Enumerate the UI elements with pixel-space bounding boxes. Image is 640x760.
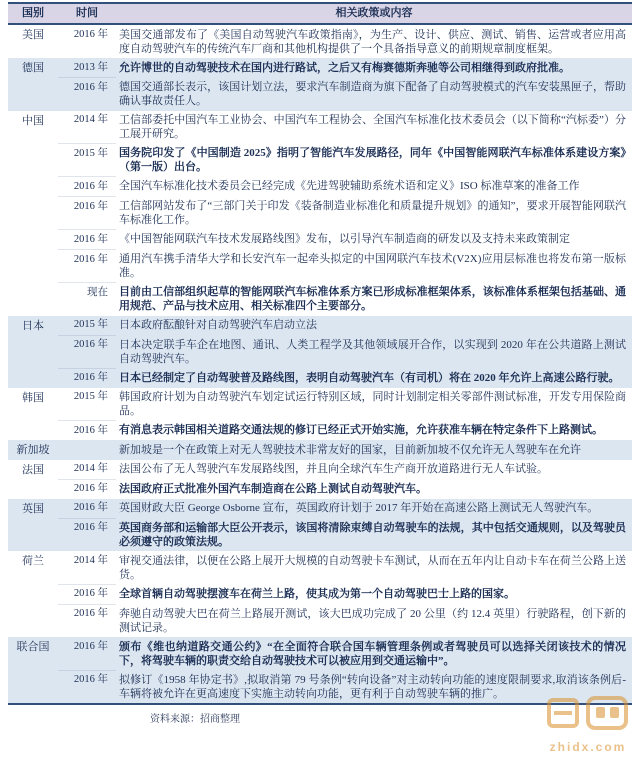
year-cell: 2016 年: [58, 24, 116, 58]
table-header-row: [8, 3, 632, 24]
year-cell: 2016 年: [58, 670, 116, 704]
policy-row: [8, 78, 632, 111]
policy-row: [8, 58, 632, 78]
year-cell: 2016 年: [58, 368, 116, 388]
policy-row: [8, 111, 632, 144]
policy-cell: 法国公布了无人驾驶汽车发展路线图，并且向全球汽车生产商开放道路进行无人车试验。: [116, 460, 632, 480]
policy-row: [8, 499, 632, 519]
policy-row: [8, 584, 632, 604]
policy-cell: 全球首辆自动驾驶摆渡车在荷兰上路，使其成为第一个自动驾驶巴士上路的国家。: [116, 584, 632, 604]
year-cell: 2016 年: [58, 78, 116, 111]
policy-cell: 英国财政大臣 George Osborne 宣布，英国政府计划于 2017 年开始在高速公路上测试无人驾驶汽车。: [116, 499, 632, 519]
year-cell: 2015 年: [58, 144, 116, 177]
policy-row: [8, 368, 632, 388]
policy-row: [8, 250, 632, 283]
country-cell: 联合国: [8, 637, 58, 704]
year-cell: 2014 年: [58, 111, 116, 144]
year-cell: 2015 年: [58, 316, 116, 336]
policy-cell: 颁布《维也纳道路交通公约》“在全面符合联合国车辆管理条例或者驾驶员可以选择关闭该技术的情况下，将驾驶车辆的职责交给自动驾驶技术可以被应用到交通运输中”。: [116, 637, 632, 670]
policy-row: [8, 637, 632, 670]
policy-table: [8, 2, 632, 705]
policy-row: [8, 230, 632, 250]
year-cell: [58, 440, 116, 460]
country-cell: 韩国: [8, 388, 58, 441]
policy-row: [8, 24, 632, 58]
policy-cell: 韩国政府计划为自动驾驶汽车划定试运行特别区域，同时计划制定相关零部件测试标准，开发专用保险商品。: [116, 388, 632, 421]
table-footer: [8, 710, 632, 725]
policy-row: [8, 551, 632, 584]
policy-cell: 新加坡是一个在政策上对无人驾驶技术非常友好的国家，目前新加坡不仅允许无人驾驶车在允许: [116, 440, 632, 460]
policy-cell: 目前由工信部组织起草的智能网联汽车标准体系方案已形成标准框架体系，该标准体系框架包括基础、通用规范、产品与技术应用、相关标准四个主要部分。: [116, 283, 632, 316]
year-cell: 2016 年: [58, 604, 116, 637]
country-cell: 中国: [8, 111, 58, 316]
country-cell: 英国: [8, 499, 58, 552]
year-cell: 2016 年: [58, 177, 116, 197]
policy-cell: 奔驰自动驾驶大巴在荷兰上路展开测试，该大巴成功完成了 20 公里（约 12.4 英里）行驶路程，创下新的测试记录。: [116, 604, 632, 637]
country-cell: 荷兰: [8, 551, 58, 637]
policy-row: [8, 421, 632, 441]
year-cell: 2016 年: [58, 197, 116, 230]
year-cell: 2016 年: [58, 479, 116, 499]
policy-row: [8, 283, 632, 316]
policy-row: [8, 518, 632, 551]
policy-row: [8, 197, 632, 230]
policy-row: [8, 144, 632, 177]
policy-cell: 全国汽车标准化技术委员会已经完成《先进驾驶辅助系统术语和定义》ISO 标准草案的准备工作: [116, 177, 632, 197]
policy-row: [8, 604, 632, 637]
policy-row: [8, 479, 632, 499]
country-cell: 美国: [8, 24, 58, 58]
year-cell: 2013 年: [58, 58, 116, 78]
policy-cell: 英国商务部和运输部大臣公开表示，该国将清除束缚自动驾驶车的法规，其中包括交通规则，以及驾驶员必须遵守的政策法规。: [116, 518, 632, 551]
col-header-policy: 相关政策或内容: [116, 3, 632, 24]
year-cell: 2015 年: [58, 388, 116, 421]
policy-cell: 国务院印发了《中国制造 2025》指明了智能汽车发展路径，同年《中国智能网联汽车标准体系建设方案》（第一版）出台。: [116, 144, 632, 177]
year-cell: 2016 年: [58, 230, 116, 250]
policy-row: [8, 460, 632, 480]
year-cell: 2016 年: [58, 584, 116, 604]
year-cell: 2014 年: [58, 460, 116, 480]
policy-cell: 工信部委托中国汽车工业协会、中国汽车工程协会、全国汽车标准化技术委员会（以下简称“汽标委”）分工展开研究。: [116, 111, 632, 144]
year-cell: 2016 年: [58, 421, 116, 441]
policy-cell: 日本决定联手车企在地图、通讯、人类工程学及其他领域展开合作，以实现到 2020 年在公共道路上测试自动驾驶汽车。: [116, 335, 632, 368]
col-header-country: 国别: [8, 3, 58, 24]
year-cell: 2016 年: [58, 335, 116, 368]
year-cell: 现在: [58, 283, 116, 316]
policy-row: [8, 440, 632, 460]
policy-cell: 《中国智能网联汽车技术发展路线图》发布，以引导汽车制造商的研发以及支持未来政策制定: [116, 230, 632, 250]
policy-cell: 拟修订《1958 年协定书》,拟取消第 79 号条例“转向设备”对主动转向功能的速度限制要求,取消该条例后-车辆将被允许在更高速度下实施主动转向功能，更有利于自动驾驶车辆的推广。: [116, 670, 632, 704]
country-cell: 法国: [8, 460, 58, 499]
col-header-time: 时间: [58, 3, 116, 24]
year-cell: 2016 年: [58, 637, 116, 670]
policy-cell: 德国交通部长表示，该国计划立法，要求汽车制造商为旗下配备了自动驾驶模式的汽车安装黑匣子，帮助确认事故责任人。: [116, 78, 632, 111]
policy-cell: 通用汽车携手清华大学和长安汽车一起牵头拟定的中国网联汽车技术(V2X)应用层标准也将发布第一版标准。: [116, 250, 632, 283]
policy-cell: 美国交通部发布了《美国自动驾驶汽车政策指南》，为生产、设计、供应、测试、销售、运营或者应用高度自动驾驶汽车的传统汽车厂商和其他机构提供了一个具备指导意义的前期规章制度框架。: [116, 24, 632, 58]
policy-row: [8, 316, 632, 336]
policy-cell: 日本政府酝酿针对自动驾驶汽车启动立法: [116, 316, 632, 336]
policy-row: [8, 388, 632, 421]
policy-cell: 审视交通法律，以便在公路上展开大规模的自动驾驶卡车测试，从而在五年内让自动卡车在荷兰公路上送货。: [116, 551, 632, 584]
policy-row: [8, 177, 632, 197]
year-cell: 2016 年: [58, 250, 116, 283]
policy-cell: 法国政府正式批准外国汽车制造商在公路上测试自动驾驶汽车。: [116, 479, 632, 499]
year-cell: 2014 年: [58, 551, 116, 584]
country-cell: 德国: [8, 58, 58, 111]
year-cell: 2016 年: [58, 499, 116, 519]
country-cell: 新加坡: [8, 440, 58, 460]
watermark-text: zhidx.com: [549, 740, 627, 754]
source-note: 资料来源：招商整理: [150, 714, 240, 725]
country-cell: 日本: [8, 316, 58, 388]
policy-cell: 允许博世的自动驾驶技术在国内进行路试，之后又有梅赛德斯奔驰等公司相继得到政府批准。: [116, 58, 632, 78]
policy-cell: 有消息表示韩国相关道路交通法规的修订已经正式开始实施，允许获准车辆在特定条件下上路测试。: [116, 421, 632, 441]
policy-row: [8, 335, 632, 368]
policy-row: [8, 670, 632, 704]
year-cell: 2016 年: [58, 518, 116, 551]
policy-cell: 工信部网站发布了“三部门关于印发《装备制造业标准化和质量提升规划》的通知”，要求开展智能网联汽车标准化工作。: [116, 197, 632, 230]
policy-cell: 日本已经制定了自动驾驶普及路线图，表明自动驾驶汽车（有司机）将在 2020 年允许上高速公路行驶。: [116, 368, 632, 388]
